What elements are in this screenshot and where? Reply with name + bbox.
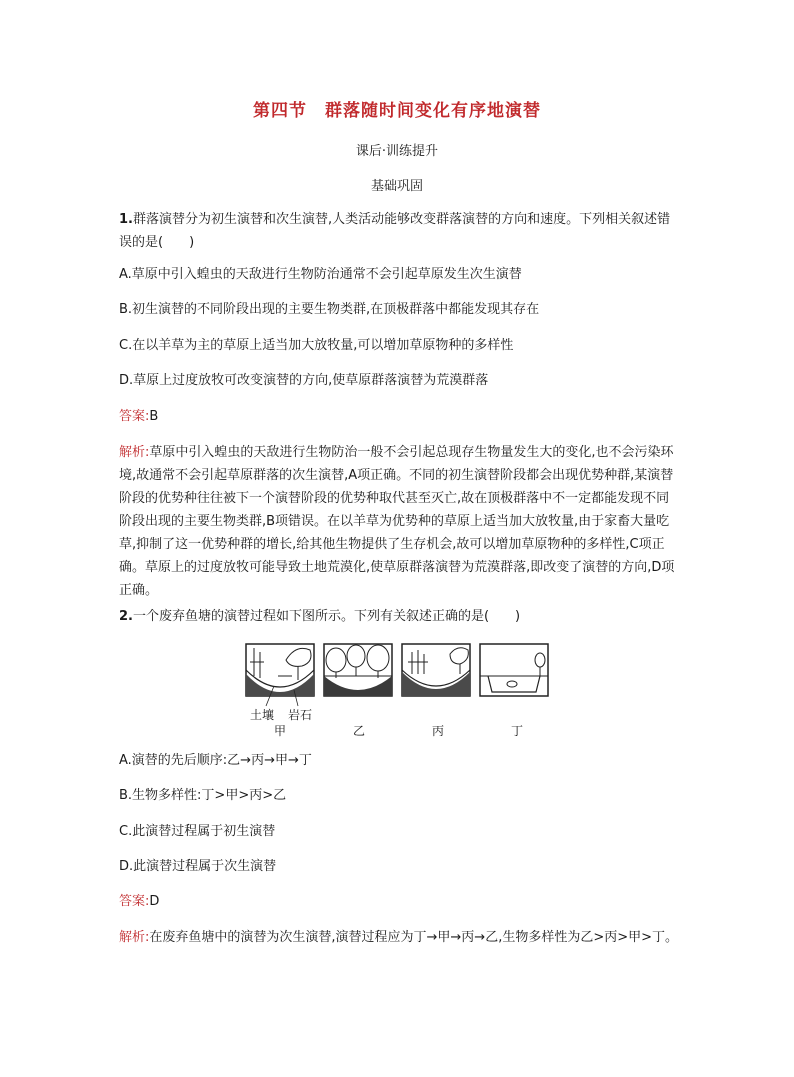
question-1-number: 1. [119, 212, 133, 227]
question-1-stem [119, 208, 679, 254]
panel-label-bing: 丙 [432, 724, 445, 738]
question-2-stem [119, 607, 679, 627]
question-1-answer [119, 407, 679, 427]
question-1-text: 群落演替分为初生演替和次生演替,人类活动能够改变群落演替的方向和速度。下列相关叙述错误的是( ) [119, 212, 671, 250]
explanation-label: 解析: [119, 445, 150, 460]
question-2-text: 一个废弃鱼塘的演替过程如下图所示。下列有关叙述正确的是( ) [132, 609, 521, 624]
explanation-label: 解析: [119, 930, 150, 945]
panel-label-jia: 甲 [274, 724, 287, 738]
answer-value: B [149, 409, 159, 424]
question-2-answer [119, 892, 679, 912]
panel-label-yi: 乙 [353, 724, 366, 738]
panel-ding-figure [480, 644, 548, 696]
panel-jia-figure [246, 644, 314, 696]
question-2-explanation [119, 926, 679, 949]
question-1-option-b: B.初生演替的不同阶段出现的主要生物类群,在顶极群落中都能发现其存在 [119, 302, 540, 317]
question-2-option-c: C.此演替过程属于初生演替 [119, 824, 276, 839]
label-soil: 土壤 [250, 708, 275, 722]
panel-yi-figure [324, 644, 392, 696]
page-title: 第四节 群落随时间变化有序地演替 [253, 101, 541, 121]
answer-label: 答案: [119, 894, 150, 909]
question-2-option-b: B.生物多样性:丁>甲>丙>乙 [119, 788, 287, 803]
question-1-option-a: A.草原中引入蝗虫的天敌进行生物防治通常不会引起草原发生次生演替 [119, 267, 522, 282]
question-2-option-a: A.演替的先后顺序:乙→丙→甲→丁 [119, 753, 312, 768]
explanation-text: 在废弃鱼塘中的演替为次生演替,演替过程应为丁→甲→丙→乙,生物多样性为乙>丙>甲>丁。 [149, 930, 679, 945]
question-2-option-d: D.此演替过程属于次生演替 [119, 859, 277, 874]
question-1-option-d: D.草原上过度放牧可改变演替的方向,使草原群落演替为荒漠群落 [119, 373, 489, 388]
question-2-number: 2. [119, 609, 133, 624]
answer-value: D [149, 894, 160, 909]
question-1-option-c: C.在以羊草为主的草原上适当加大放牧量,可以增加草原物种的多样性 [119, 338, 514, 353]
explanation-text: 草原中引入蝗虫的天敌进行生物防治一般不会引起总现存生物量发生大的变化,也不会污染环境,故通常不会引起草原群落的次生演替,A项正确。不同的初生演替阶段都会出现优势种群,某演替阶段的优势种往往被下一个演替阶段的优势种取代甚至灭亡,故在顶极群落中不一定都能发现不同阶段出现的主要生物类群,B项错误。在以羊草为优势种的草原上适当加大放牧量,由于家畜大量吃草,抑制了这一优势种群的增长,给其他生物提供了生存机会,故可以增加草原物种的多样性,C项正确。草原上的过度放牧可能导致土地荒漠化,使草原群落演替为荒漠群落,即改变了演替的方向,D项正确。 [119, 445, 675, 598]
panel-label-ding: 丁 [511, 724, 524, 738]
answer-label: 答案: [119, 409, 150, 424]
question-1-explanation [119, 441, 679, 602]
panel-bing-figure [402, 644, 470, 696]
subtitle: 课后·训练提升 [355, 144, 439, 159]
label-rock: 岩石 [288, 708, 313, 722]
section-heading: 基础巩固 [370, 179, 423, 194]
